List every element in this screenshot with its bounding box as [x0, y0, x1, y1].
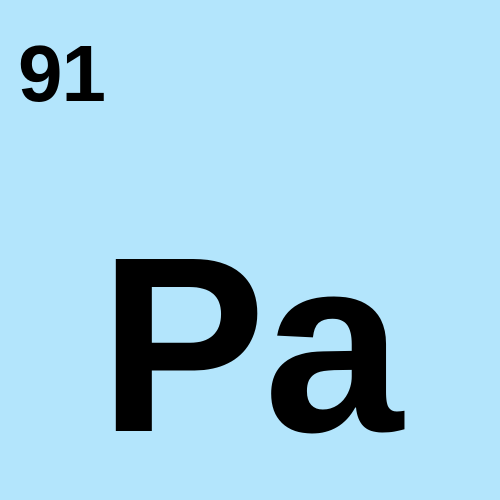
- atomic-number: 91: [18, 29, 105, 118]
- element-symbol: Pa: [99, 205, 401, 484]
